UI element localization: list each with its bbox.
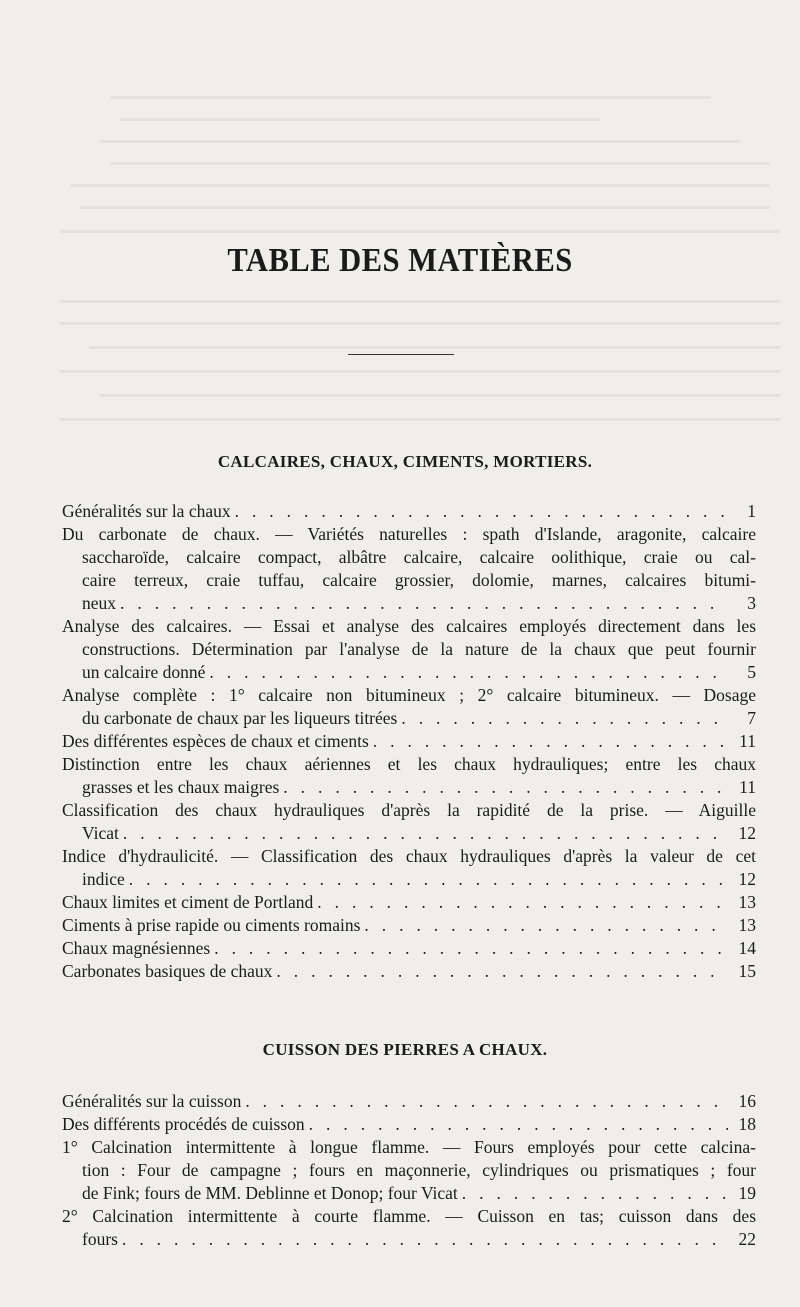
dot-leader: [123, 822, 728, 845]
toc-entry-text: Généralités sur la chaux: [62, 501, 231, 521]
toc-entry-text: neux: [82, 593, 117, 613]
page-number: 12: [738, 869, 756, 889]
dot-leader: [373, 730, 728, 753]
toc-entry-last-line: [62, 592, 756, 615]
page-number: 11: [739, 731, 756, 751]
toc-entry-text: de Fink; fours de MM. Deblinne et Donop; four Vicat: [82, 1183, 458, 1203]
toc-entry-line: tion : Four de campagne ; fours en maçonnerie, cylindriques ou prismatiques ; four: [82, 1160, 756, 1180]
dot-leader: [401, 707, 728, 730]
toc-entry: [62, 615, 756, 684]
toc-entry-line: 1° Calcination intermittente à longue flamme. — Fours employés pour cette calcina-: [62, 1137, 756, 1157]
toc-entry-text: Chaux limites et ciment de Portland: [62, 892, 314, 912]
toc-entry-text: Des différentes espèces de chaux et ciments: [62, 731, 369, 751]
toc-entry-text: Chaux magnésiennes: [62, 938, 211, 958]
toc-entry: [62, 960, 756, 983]
page-number: 13: [738, 892, 756, 912]
toc-entry-line: Analyse des calcaires. — Essai et analyse des calcaires employés directement dans les: [62, 616, 756, 636]
toc-entry-last-line: [62, 1113, 756, 1136]
dot-leader: [129, 868, 728, 891]
dot-leader: [245, 1090, 728, 1113]
toc-entry-last-line: [62, 1228, 756, 1251]
page-number: 14: [738, 938, 756, 958]
toc-entry: [62, 845, 756, 891]
toc-entry-text: Carbonates basiques de chaux: [62, 961, 273, 981]
toc-list-calcaires: [62, 500, 756, 983]
dot-leader: [309, 1113, 728, 1136]
toc-entry-line: 2° Calcination intermittente à courte flamme. — Cuisson en tas; cuisson dans des: [62, 1206, 756, 1226]
toc-entry: [62, 753, 756, 799]
title-rule: [348, 354, 454, 355]
page-number: 11: [739, 777, 756, 797]
toc-entry-last-line: [62, 661, 756, 684]
toc-list-cuisson: [62, 1090, 756, 1251]
toc-entry-text: du carbonate de chaux par les liqueurs titrées: [82, 708, 398, 728]
toc-entry-line: Classification des chaux hydrauliques d'après la rapidité de la prise. — Aiguille: [62, 800, 756, 820]
page-number: 16: [738, 1091, 756, 1111]
toc-entry: [62, 500, 756, 523]
toc-entry: [62, 891, 756, 914]
page-number: 12: [738, 823, 756, 843]
toc-entry-last-line: [62, 1182, 756, 1205]
toc-entry-last-line: [62, 776, 756, 799]
toc-entry-last-line: [62, 1090, 756, 1113]
toc-entry-line: caire terreux, craie tuffau, calcaire grossier, dolomie, marnes, calcaires bitumi-: [82, 570, 756, 590]
toc-entry-last-line: [62, 707, 756, 730]
page-title: TABLE DES MATIÈRES: [227, 242, 573, 279]
toc-entry-last-line: [62, 914, 756, 937]
toc-entry: [62, 914, 756, 937]
page-number: 19: [738, 1183, 756, 1203]
toc-entry-text: grasses et les chaux maigres: [82, 777, 280, 797]
toc-entry-line: Analyse complète : 1° calcaire non bitumineux ; 2° calcaire bitumineux. — Dosage: [62, 685, 756, 705]
toc-entry: [62, 1136, 756, 1205]
dot-leader: [120, 592, 728, 615]
toc-entry: [62, 799, 756, 845]
toc-entry-line: Indice d'hydraulicité. — Classification des chaux hydrauliques d'après la valeur de cet: [62, 846, 756, 866]
toc-entry-line: constructions. Détermination par l'analyse de la nature de la chaux que peut fournir: [82, 639, 756, 659]
toc-entry-text: fours: [82, 1229, 118, 1249]
toc-entry: [62, 1090, 756, 1113]
dot-leader: [122, 1228, 728, 1251]
toc-entry-last-line: [62, 891, 756, 914]
toc-entry: [62, 523, 756, 615]
dot-leader: [317, 891, 728, 914]
page-number: 13: [738, 915, 756, 935]
toc-entry-text: Ciments à prise rapide ou ciments romains: [62, 915, 361, 935]
toc-entry-last-line: [62, 960, 756, 983]
page-number: 3: [747, 593, 756, 613]
toc-entry-text: Généralités sur la cuisson: [62, 1091, 242, 1111]
toc-entry-text: indice: [82, 869, 125, 889]
toc-entry: [62, 1205, 756, 1251]
toc-entry-last-line: [62, 868, 756, 891]
toc-entry-line: saccharoïde, calcaire compact, albâtre calcaire, calcaire oolithique, craie ou cal-: [82, 547, 756, 567]
toc-entry: [62, 937, 756, 960]
toc-entry-text: Des différents procédés de cuisson: [62, 1114, 305, 1134]
section-heading-cuisson: CUISSON DES PIERRES A CHAUX.: [262, 1040, 548, 1059]
toc-entry: [62, 684, 756, 730]
dot-leader: [235, 500, 728, 523]
dot-leader: [462, 1182, 728, 1205]
dot-leader: [214, 937, 728, 960]
page-number: 5: [747, 662, 756, 682]
page-number: 1: [747, 501, 756, 521]
page-number: 22: [738, 1229, 756, 1249]
dot-leader: [276, 960, 728, 983]
dot-leader: [209, 661, 728, 684]
dot-leader: [364, 914, 728, 937]
toc-entry-last-line: [62, 730, 756, 753]
toc-entry: [62, 1113, 756, 1136]
page-number: 18: [738, 1114, 756, 1134]
section-heading-calcaires: CALCAIRES, CHAUX, CIMENTS, MORTIERS.: [217, 452, 593, 471]
toc-entry-text: Vicat: [82, 823, 119, 843]
toc-entry-last-line: [62, 500, 756, 523]
page-number: 7: [747, 708, 756, 728]
toc-entry: [62, 730, 756, 753]
toc-entry-line: Du carbonate de chaux. — Variétés naturelles : spath d'Islande, aragonite, calcaire: [62, 524, 756, 544]
page-number: 15: [738, 961, 756, 981]
toc-entry-text: un calcaire donné: [82, 662, 206, 682]
toc-entry-last-line: [62, 937, 756, 960]
toc-entry-last-line: [62, 822, 756, 845]
toc-entry-line: Distinction entre les chaux aériennes et les chaux hydrauliques; entre les chaux: [62, 754, 756, 774]
dot-leader: [283, 776, 728, 799]
